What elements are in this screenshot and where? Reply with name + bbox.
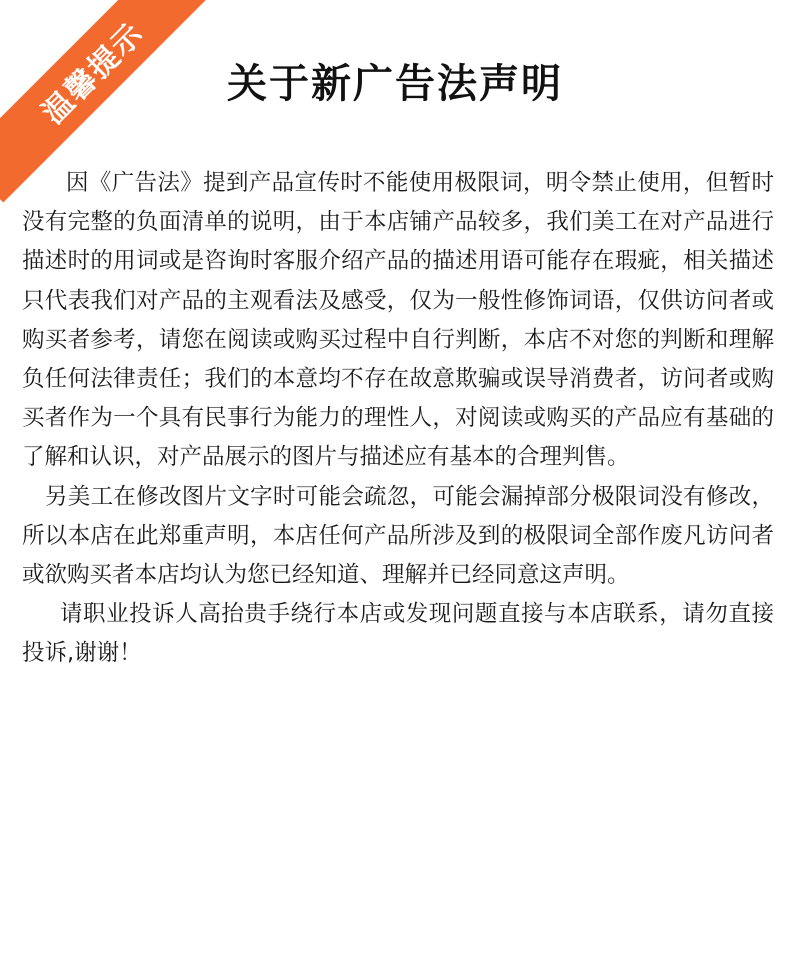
ribbon-label: 温馨提示	[35, 15, 152, 132]
statement-paragraph-3: 请职业投诉人高抬贵手绕行本店或发现问题直接与本店联系，请勿直接投诉,谢谢！	[22, 601, 774, 667]
statement-paragraph-1: 因《广告法》提到产品宣传时不能使用极限词，明令禁止使用，但暂时没有完整的负面清单的说明，由于本店铺产品较多，我们美工在对产品进行描述时的用词或是咨询时客服介绍产品的描述用语可能存在瑕疵，相关描述只代表我们对产品的主观看法及感受，仅为一般性修饰词语，仅供访问者或购买者参考，请您在阅读或购买过程中自行判断，本店不对您的判断和理解负任何法律责任；我们的本意均不存在故意欺骗或误导消费者，访问者或购买者作为一个具有民事行为能力的理性人，对阅读或购买的产品应有基础的了解和认识，对产品展示的图片与描述应有基本的合理判售。	[22, 170, 774, 471]
page-title: 关于新广告法声明	[227, 61, 563, 107]
statement-paragraph-2: 另美工在修改图片文字时可能会疏忽，可能会漏掉部分极限词没有修改，所以本店在此郑重声明，本店任何产品所涉及到的极限词全部作废凡访问者或欲购买者本店均认为您已经知道、理解并已经同意这声明。	[22, 483, 774, 589]
statement-body	[22, 164, 774, 674]
